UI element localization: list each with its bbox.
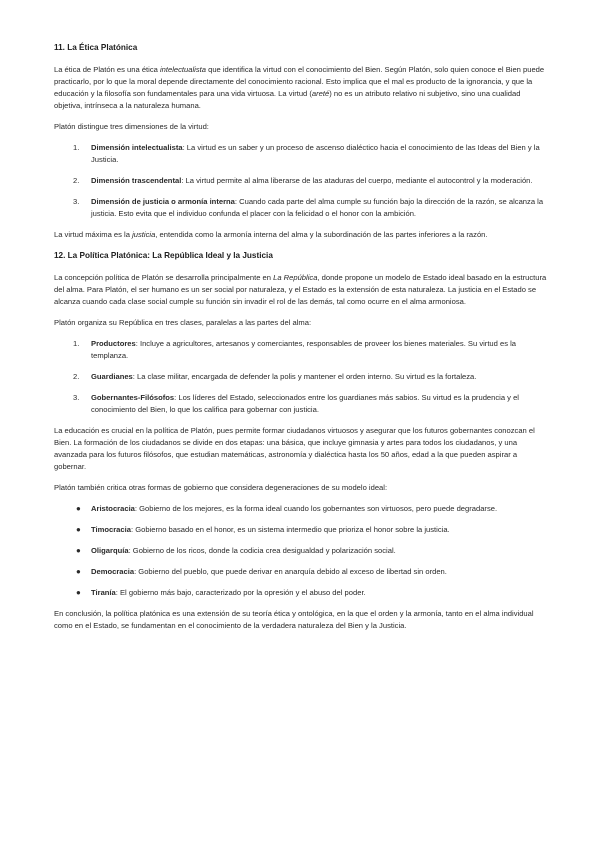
italic-term: La República — [273, 273, 318, 282]
list-number: 3. — [73, 393, 80, 402]
section-12-lead: Platón organiza su República en tres clases, paralelas a las partes del alma: — [54, 318, 312, 327]
list-term: Timocracia — [91, 525, 131, 534]
list-item — [54, 371, 548, 383]
section-11-title: 11. La Ética Platónica — [54, 43, 138, 52]
bullet-icon: ● — [76, 525, 81, 534]
list-term: Dimensión trascendental — [91, 176, 182, 185]
italic-term: justicia — [132, 230, 156, 239]
government-forms-list — [54, 503, 548, 599]
section-12-conclusion: En conclusión, la política platónica es una extensión de su teoría ética y ontológica, en la que el orden y la armonía, tanto en el alma individual como en el Estado, se fundamentan en el conocimiento de la verdadera naturaleza del Bien y la Justicia. — [54, 609, 534, 630]
list-number: 1. — [73, 143, 80, 152]
bullet-icon: ● — [76, 567, 81, 576]
list-text: : El gobierno más bajo, caracterizado por la opresión y el abuso del poder. — [115, 588, 366, 597]
text-span: ) no es un atributo relativo ni subjetivo, sino una cualidad objetiva, intrínseca a la naturaleza humana. — [54, 89, 521, 110]
bullet-item — [54, 587, 548, 599]
list-number: 3. — [73, 197, 80, 206]
bullet-item — [54, 503, 548, 515]
list-term: Democracia — [91, 567, 135, 576]
section-11-intro — [54, 64, 548, 112]
list-text: : La virtud es un saber y un proceso de ascenso dialéctico hacia el conocimiento de las Ideas del Bien y la Justicia. — [91, 143, 540, 164]
document-page — [54, 42, 548, 641]
text-span: La ética de Platón es una ética — [54, 65, 160, 74]
list-item — [54, 338, 548, 362]
section-12-intro — [54, 272, 548, 308]
text-span: , entendida como la armonía interna del alma y la subordinación de las partes inferiores a la razón. — [155, 230, 488, 239]
text-span: La virtud máxima es la — [54, 230, 133, 239]
list-term: Productores — [91, 339, 136, 348]
list-term: Dimensión de justicia o armonía interna — [91, 197, 235, 206]
list-term: Guardianes — [91, 372, 133, 381]
text-span: , donde propone un modelo de Estado ideal basado en la estructura del alma. Para Platón, el ser humano es un ser social por naturaleza, y el Estado es la extensión de esta naturaleza. La justicia en el Estado se alcanza cuando cada clase social cumple su función sin invadir el rol de las demás, tal como ocurre en el alma armoniosa. — [54, 273, 547, 306]
section-11-lead: Platón distingue tres dimensiones de la virtud: — [54, 122, 209, 131]
list-text: : Gobierno de los mejores, es la forma ideal cuando los gobernantes son virtuosos, pero puede degradarse. — [134, 504, 498, 513]
bullet-icon: ● — [76, 546, 81, 555]
list-term: Gobernantes-Filósofos — [91, 393, 175, 402]
section-12-forms-lead: Platón también critica otras formas de gobierno que considera degeneraciones de su modelo ideal: — [54, 483, 388, 492]
bullet-item — [54, 545, 548, 557]
list-text: : Gobierno basado en el honor, es un sistema intermedio que prioriza el honor sobre la justicia. — [130, 525, 450, 534]
list-term: Aristocracia — [91, 504, 135, 513]
social-classes-list — [54, 338, 548, 416]
italic-term: intelectualista — [159, 65, 206, 74]
list-number: 2. — [73, 372, 80, 381]
list-item — [54, 196, 548, 220]
list-text: : La clase militar, encargada de defender la polis y mantener el orden interno. Su virtud es la fortaleza. — [132, 372, 477, 381]
text-span: La concepción política de Platón se desarrolla principalmente en — [54, 273, 274, 282]
section-12-education: La educación es crucial en la política de Platón, pues permite formar ciudadanos virtuosos y asegurar que los futuros gobernantes conozcan el Bien. La formación de los ciudadanos se divide en dos etapas: una básica, que incluye gimnasia y artes para todos los ciudadanos, y una avanzada para los futuros filósofos, que estudian matemáticas, astronomía y dialéctica hasta los 50 años, edad a la que pueden aspirar a gobernar. — [54, 426, 535, 471]
bullet-item — [54, 566, 548, 578]
list-text: : Incluye a agricultores, artesanos y comerciantes, responsables de proveer los bienes materiales. Su virtud es la templanza. — [91, 339, 517, 360]
list-text: : Los líderes del Estado, seleccionados entre los guardianes más sabios. Su virtud es la prudencia y el conocimiento del Bien, lo que los califica para gobernar con justicia. — [91, 393, 519, 414]
list-item — [54, 142, 548, 166]
list-text: : Cuando cada parte del alma cumple su función bajo la dirección de la razón, se alcanza la justicia. Esto evita que el individuo confunda el placer con la felicidad o el honor con la ambición. — [91, 197, 544, 218]
list-text: : La virtud permite al alma liberarse de las ataduras del cuerpo, mediante el autocontrol y la moderación. — [181, 176, 533, 185]
list-text: : Gobierno de los ricos, donde la codicia crea desigualdad y polarización social. — [128, 546, 396, 555]
bullet-icon: ● — [76, 504, 81, 513]
bullet-icon: ● — [76, 588, 81, 597]
text-span: que identifica la virtud con el conocimiento del Bien. Según Platón, solo quien conoce el Bien puede practicarlo, por lo que la moral depende directamente del conocimiento racional. Esto implica que el mal es producto de la ignorancia, y que la educación y la filosofía son fundamentales para una vida virtuosa. La virtud ( — [54, 65, 545, 98]
list-item — [54, 175, 548, 187]
bullet-item — [54, 524, 548, 536]
section-12-title: 12. La Política Platónica: La República Ideal y la Justicia — [54, 251, 273, 260]
list-text: : Gobierno del pueblo, que puede derivar en anarquía debido al exceso de libertad sin orden. — [134, 567, 447, 576]
italic-term: areté — [311, 89, 330, 98]
list-term: Dimensión intelectualista — [91, 143, 183, 152]
virtue-dimensions-list — [54, 142, 548, 220]
list-number: 1. — [73, 339, 80, 348]
list-item — [54, 392, 548, 416]
list-term: Oligarquía — [91, 546, 129, 555]
section-11-conclusion — [54, 229, 548, 241]
list-number: 2. — [73, 176, 80, 185]
list-term: Tiranía — [91, 588, 116, 597]
